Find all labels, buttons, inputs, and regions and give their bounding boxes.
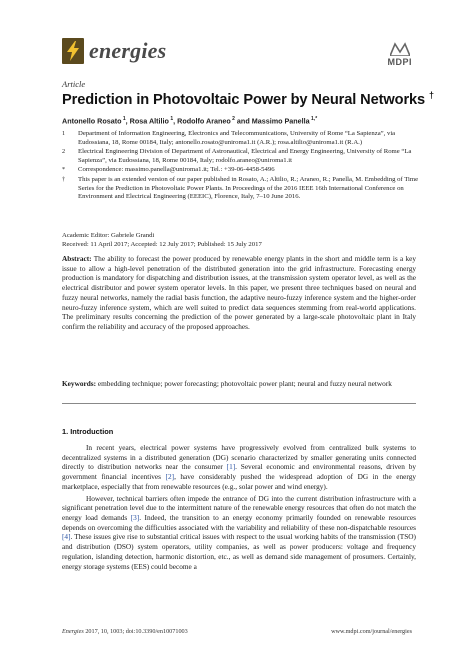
footer-journal: Energies [62,628,84,635]
abstract-text: The ability to forecast the power produced by renewable energy plants in the short and middle term is a key issue to allow a high-level penetration of the distributed generation into the grid infrastructure. Forecasting energy production is mandatory for dispatching and distribution issues, at the transmission system operator level, as well as the electrical distributor and power system operator levels. In this paper, we present three techniques based on neural and fuzzy neural networks, namely the radial basis function, the adaptive neuro-fuzzy inference system and the higher-order neuro-fuzzy inference system, which are well suited to predict data sequences stemming from real-world applications. The preliminary results concerning the prediction of the power generated by a large-scale photovoltaic plant in Italy confirm the reliability and accuracy of the proposed approaches. [62,254,416,331]
affiliation-list [62,130,422,203]
publication-info [62,232,262,249]
paragraph-text: . These issues give rise to substantial critical issues with respect to the usual working habits of the transmission (TSO) and distribution (DSO) system operators, utility companies, as well as power producers: voltage and frequency regulation, islanding detection, harmonic distortion, etc., as well as demand side management of prosumers. Certainly, energy storage systems (EES) could become a [62,532,416,571]
author-name[interactable]: Rodolfo Araneo [177,116,231,126]
footer-citation [62,628,188,635]
abstract [62,254,416,332]
paragraph-text: . Several economic and environmental reasons, driven by government financial incentives [62,462,416,482]
affiliation-item [62,148,422,165]
author-name[interactable]: Massimo Panella [251,116,310,126]
academic-editor: Academic Editor: Gabriele Grandi [62,232,155,239]
affiliation-text: Electrical Engineering Division of Department of Astronautical, Electrical and Energy Engineering, University of Rome “La Sapienza”, via Eudossiana, 18, Rome 00184, Italy; rodolfo.araneo@uniroma1.it [78,148,412,164]
author-affiliation-mark: 2 [230,116,235,122]
section-body [62,443,416,573]
author-affiliation-mark: 1,* [309,116,318,122]
footer-year: 2017 [85,628,98,635]
paragraph-text: . Indeed, the transition to an energy economy primarily founded on renewable resources depends on overcoming the difficulties associated with the variability and reliability of these non-dispatchable resources [62,513,416,532]
citation-link[interactable]: [4] [62,532,71,542]
mdpi-icon [390,42,410,56]
affiliation-text: This paper is an extended version of our paper published in Rosato, A.; Altilio, R.; Araneo, R.; Panella, M. Embedding of Time Series for the Prediction in Photovoltaic Power Plants. In Proceedings of the 2016 IEEE 16th International Conference on Environment and Electrical Engineering (EEEIC), Florence, Italy, 7–10 June 2016. [78,175,419,201]
paragraph [62,494,416,572]
publisher-logo[interactable] [388,42,413,67]
affiliation-mark: 1 [62,130,66,137]
author-list [62,116,317,125]
citation-link[interactable]: [2] [165,472,175,482]
journal-logo[interactable] [62,38,166,64]
author-separator: , [125,116,130,126]
keywords [62,379,416,389]
affiliation-mark: 2 [62,148,66,156]
publisher-name: MDPI [387,57,412,67]
affiliation-item [62,130,422,147]
title-text: Prediction in Photovoltaic Power by Neural Networks [62,91,426,108]
divider [62,403,416,404]
footer-url[interactable]: www.mdpi.com/journal/energies [331,628,412,635]
affiliation-text: Correspondence: massimo.panella@uniroma1.it; Tel.: +39-06-4458-5496 [78,166,275,174]
author-name[interactable]: Antonello Rosato [62,116,122,126]
article-type: Article [62,79,86,89]
affiliation-item [62,176,422,202]
keywords-text: embedding technique; power forecasting; photovoltaic power plant; neural and fuzzy neural network [97,379,392,388]
paragraph-text: In recent years, electrical power systems have progressively evolved from centralized bulk systems to decentralized systems in a distributed generation (DG) scenario characterized by smaller generating units connected directly to distribution networks near the consumer [62,443,416,472]
author-name[interactable]: Rosa Altilio [129,116,169,126]
author-affiliation-mark: 1 [121,116,126,122]
page-title [62,90,434,108]
paragraph-text: However, technical barriers often impede the entrance of DG into the current distribution infrastructure with a significant penetration level due to the intermittent nature of the renewable energy resources that often do not match the energy load demands [62,493,416,523]
keywords-label: Keywords: [62,379,97,388]
citation-link[interactable]: [1] [226,462,236,472]
journal-name: energies [89,38,167,63]
paragraph [62,443,416,492]
citation-link[interactable]: [3] [130,513,140,523]
footer-doi: , 10, 1003; doi:10.3390/en10071003 [97,628,188,635]
affiliation-text: Department of Information Engineering, Electronics and Telecommunications, University of Rome “La Sapienza”, via Eudossiana, 18, Rome 00184, Italy; antonello.rosato@uniroma1.it (A.R.); rosa.altilio@uniroma1.it (R.A.) [78,130,396,146]
affiliation-item [62,166,422,175]
author-affiliation-mark: 1 [168,116,174,122]
lightning-icon [62,38,84,64]
section-heading: 1. Introduction [62,427,114,436]
affiliation-mark: † [62,175,66,183]
author-separator: , [173,116,178,126]
paragraph-text: , have considerably pushed the widespread adoption of DG in the energy marketplace, especially that from renewable resources (e.g., solar power and wind energy). [62,472,416,491]
author-separator: and [234,116,252,126]
abstract-label: Abstract: [62,254,92,263]
title-footnote-mark: † [429,90,434,100]
publication-dates: Received: 11 April 2017; Accepted: 12 July 2017; Published: 15 July 2017 [62,240,262,248]
affiliation-mark: * [62,166,66,174]
